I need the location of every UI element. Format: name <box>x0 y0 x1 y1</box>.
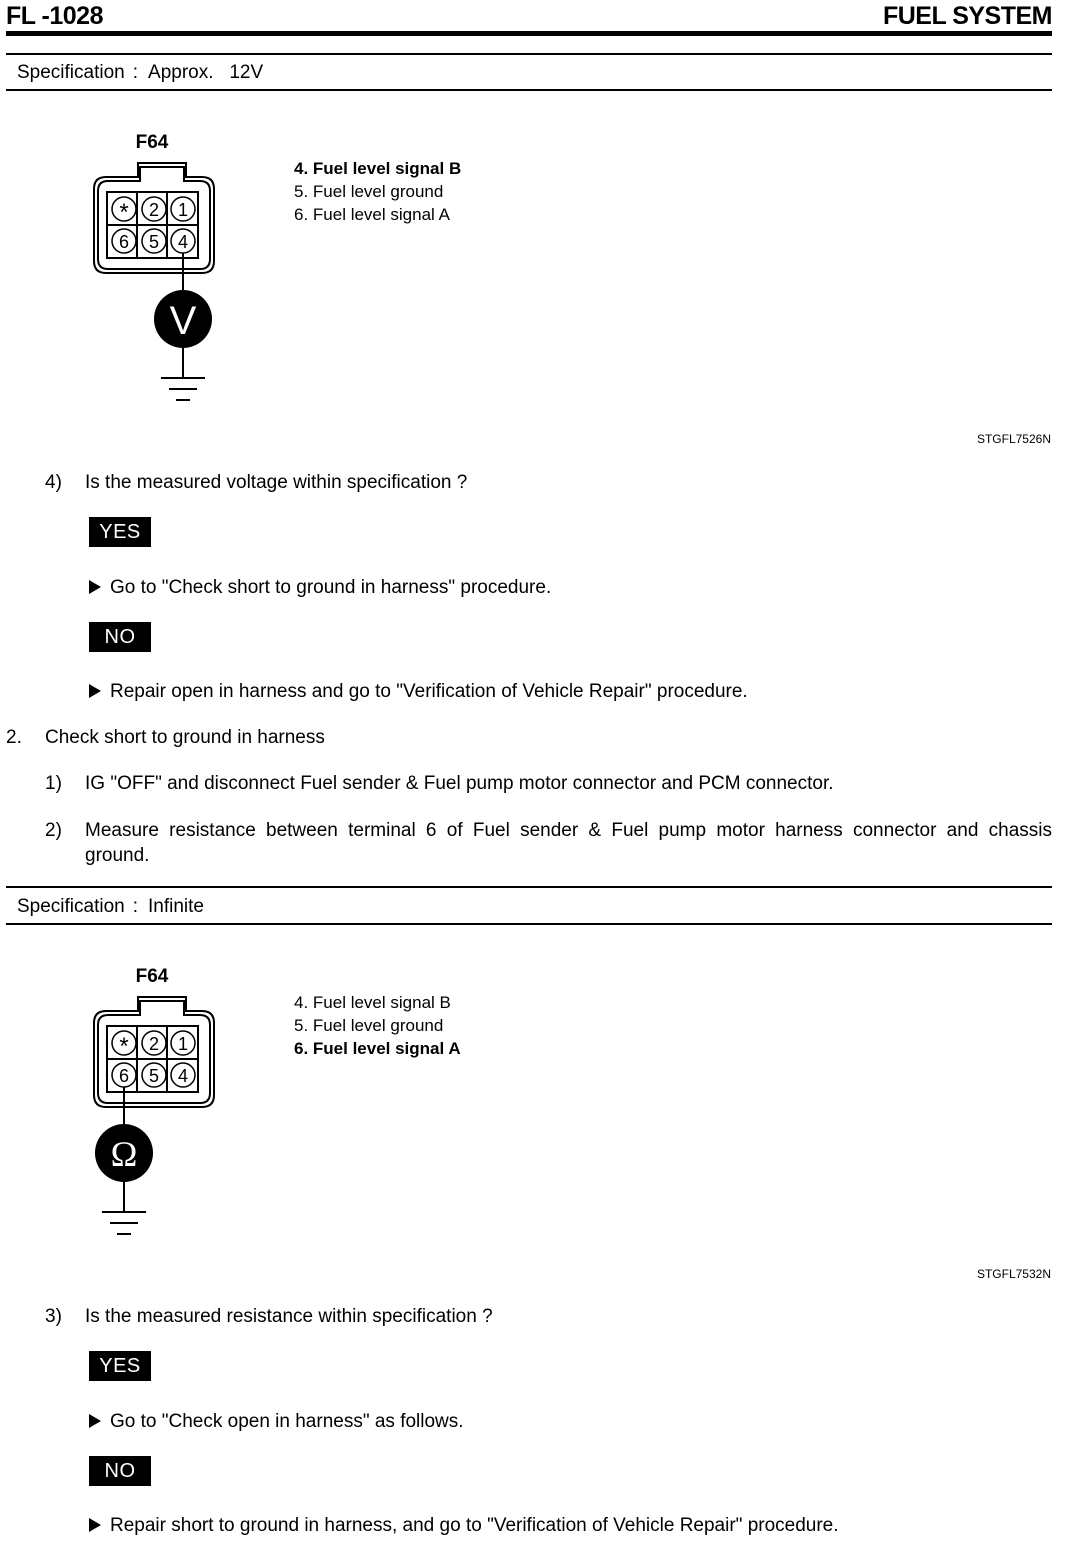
yes-action <box>89 577 551 599</box>
action-text: Repair short to ground in harness, and go to "Verification of Vehicle Repair" procedure. <box>110 1515 839 1536</box>
action-text: Go to "Check open in harness" as follows. <box>110 1411 464 1432</box>
header-rule <box>6 31 1052 36</box>
item-number: 1) <box>45 773 62 794</box>
figure-ref: STGFL7532N <box>976 1267 1051 1281</box>
yes-badge: YES <box>89 1351 151 1381</box>
arrow-right-icon <box>89 1518 101 1532</box>
spec-label: Specification <box>17 62 125 83</box>
pin-label: 1 <box>177 200 189 220</box>
substep-2 <box>45 818 1052 870</box>
step-number: 2. <box>6 727 22 748</box>
spec-value: Approx. 12V <box>148 62 264 83</box>
pin-label: 1 <box>177 1034 189 1054</box>
arrow-right-icon <box>89 580 101 594</box>
pin-label: * <box>119 199 129 226</box>
connector-label: F64 <box>135 966 169 987</box>
connector-diagram-resistance <box>80 959 240 1244</box>
legend-item: 4. Fuel level signal B <box>294 993 451 1012</box>
no-action <box>89 1515 839 1537</box>
substep-text-cont: ground. <box>85 845 150 866</box>
legend-item: 6. Fuel level signal A <box>294 1039 461 1058</box>
item-number: 2) <box>45 820 62 841</box>
step-title: Check short to ground in harness <box>45 727 325 748</box>
spec-rule-bottom <box>6 89 1052 91</box>
pin-legend-resistance <box>294 991 461 1060</box>
pin-label: 2 <box>148 200 160 220</box>
arrow-right-icon <box>89 684 101 698</box>
spec-value: Infinite <box>148 896 204 917</box>
specification-resistance <box>17 896 204 918</box>
legend-item: 5. Fuel level ground <box>294 1016 444 1035</box>
pin-label: 4 <box>177 1066 189 1086</box>
legend-item: 6. Fuel level signal A <box>294 205 450 224</box>
spec-rule-bottom <box>6 923 1052 925</box>
question-text: Is the measured voltage within specification ? <box>85 472 468 493</box>
connector-label: F64 <box>135 132 169 153</box>
pin-label: 4 <box>177 232 189 252</box>
no-action <box>89 681 748 703</box>
legend-item: 4. Fuel level signal B <box>294 159 462 178</box>
action-text: Repair open in harness and go to "Verification of Vehicle Repair" procedure. <box>110 681 748 702</box>
no-badge: NO <box>89 622 151 652</box>
pin-label: 6 <box>118 1066 130 1086</box>
spec-separator: : <box>132 896 139 917</box>
item-number: 3) <box>45 1306 62 1327</box>
connector-diagram-voltage <box>80 125 240 410</box>
action-text: Go to "Check short to ground in harness" procedure. <box>110 577 552 598</box>
spec-rule-top <box>6 53 1052 55</box>
pin-label: 5 <box>148 1066 160 1086</box>
substep-text: Measure resistance between terminal 6 of Fuel sender & Fuel pump motor harness connector and chassis <box>85 820 1052 841</box>
section-title: FUEL SYSTEM <box>882 2 1052 30</box>
pin-legend-voltage <box>294 157 461 226</box>
yes-action <box>89 1411 464 1433</box>
meter-symbol: V <box>169 299 197 343</box>
item-number: 4) <box>45 472 62 493</box>
spec-separator: : <box>132 62 139 83</box>
question-text: Is the measured resistance within specification ? <box>85 1306 493 1327</box>
pin-label: 2 <box>148 1034 160 1054</box>
no-badge: NO <box>89 1456 151 1486</box>
spec-label: Specification <box>17 896 125 917</box>
ground-icon <box>102 1212 146 1234</box>
spec-rule-top <box>6 886 1052 888</box>
page-code: FL -1028 <box>6 2 103 30</box>
substep-text: IG "OFF" and disconnect Fuel sender & Fuel pump motor connector and PCM connector. <box>85 773 834 794</box>
pin-label: 5 <box>148 232 160 252</box>
ground-icon <box>161 378 205 400</box>
figure-ref: STGFL7526N <box>976 432 1051 446</box>
specification-voltage <box>17 62 263 84</box>
meter-symbol: Ω <box>110 1134 138 1174</box>
yes-badge: YES <box>89 517 151 547</box>
pin-label: 6 <box>118 232 130 252</box>
arrow-right-icon <box>89 1414 101 1428</box>
legend-item: 5. Fuel level ground <box>294 182 444 201</box>
pin-label: * <box>119 1033 129 1060</box>
